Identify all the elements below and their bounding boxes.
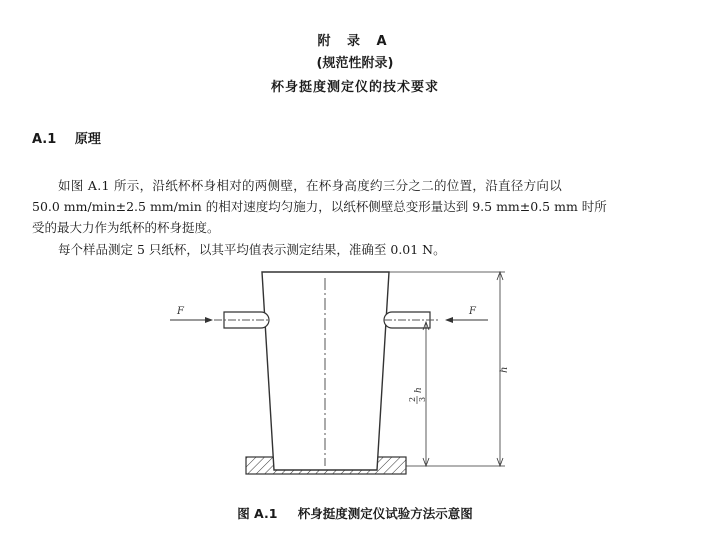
section-number: A.1 [32,132,57,147]
figure-number: 图 A.1 [237,506,278,521]
paragraph-line-2: 50.0 mm/min±2.5 mm/min 的相对速度均匀施力，以纸杯侧壁总变形量达到 9.5 mm±0.5 mm 时所 [32,199,607,214]
left-force-label: F [177,306,184,317]
height-label: h [499,366,510,373]
paragraph-line-3: 受的最大力作为纸杯的杯身挺度。 [32,220,220,235]
two-thirds-label [408,387,427,404]
paragraph-line-4: 每个样品测定 5 只纸杯，以其平均值表示测定结果，准确至 0.01 N。 [58,242,446,257]
figure-caption-text: 杯身挺度测定仪试验方法示意图 [297,506,473,521]
svg-text:3: 3 [418,396,427,402]
svg-text:2: 2 [408,396,417,402]
appendix-title: 杯身挺度测定仪的技术要求 [270,80,439,95]
section-title: 原理 [74,132,101,147]
appendix-heading: 附 录 A [317,34,393,49]
right-force-label: F [469,306,476,317]
normative-label: (规范性附录) [316,56,394,71]
paragraph-line-1: 如图 A.1 所示，沿纸杯杯身相对的两侧壁，在杯身高度约三分之二的位置，沿直径方向以 [58,178,563,193]
figure-caption [0,504,710,522]
svg-text:h: h [414,387,424,393]
